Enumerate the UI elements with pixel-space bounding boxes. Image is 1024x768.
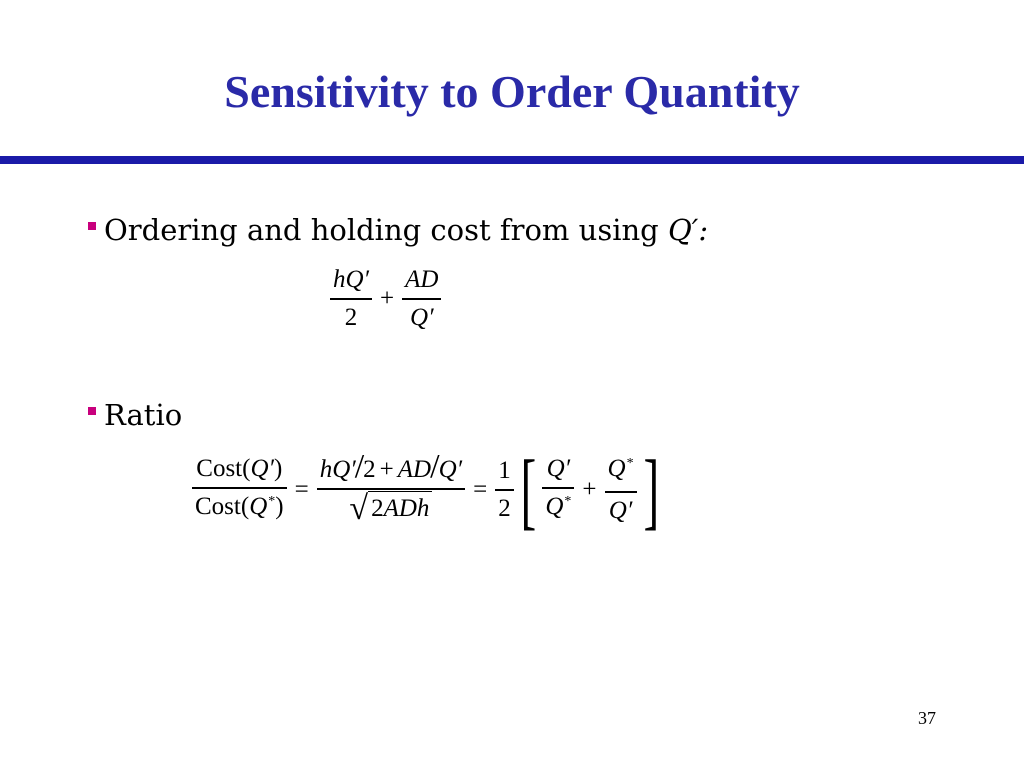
numerator: Q′ [546,455,571,483]
fraction-q-prime-over-q-star [542,451,574,529]
equals-sign: = [294,476,309,503]
numerator: 1 [498,457,511,485]
denominator: 2 [498,494,511,522]
bullet-item-ratio [88,397,182,433]
radical-icon: √ [349,489,369,527]
numerator: AD [405,266,439,293]
left-bracket: [ [520,442,536,538]
cost-formula [330,262,441,336]
numerator: hQ′/2 + AD/Q′ [319,448,463,486]
slide-title: Sensitivity to Order Quantity [224,66,800,117]
square-bullet-icon [88,222,96,230]
fraction-ordering [402,262,441,336]
denominator: Q′ [410,303,434,331]
square-root: √ 2ADh [349,490,432,524]
right-bracket: ] [643,442,659,538]
square-bullet-icon [88,407,96,415]
fraction-q-star-over-q-prime [605,451,637,529]
bullet-variable: Q′: [667,213,709,247]
fraction-cost-expression [317,448,465,528]
title-rule [0,156,1024,164]
numerator: Q* [607,455,634,483]
plus-sign: + [582,476,597,503]
denominator: Q′ [608,496,633,524]
fraction-half [495,453,514,527]
ratio-formula [192,442,665,538]
numerator: hQ′ [333,266,370,293]
bullet-item-ordering-holding [88,212,708,248]
numerator: Cost(Q′) [196,455,283,483]
bullet-text: Ordering and holding cost from using [104,213,668,247]
denominator: 2 [344,303,358,331]
page-number: 37 [918,708,936,728]
fraction-cost-ratio [192,451,287,529]
plus-sign: + [380,284,395,312]
bullet-text: Ratio [104,398,183,432]
fraction-holding [330,262,372,336]
denominator: Q* [545,492,572,520]
denominator [346,490,435,528]
equals-sign: = [473,476,488,503]
denominator: Cost(Q*) [195,492,284,520]
